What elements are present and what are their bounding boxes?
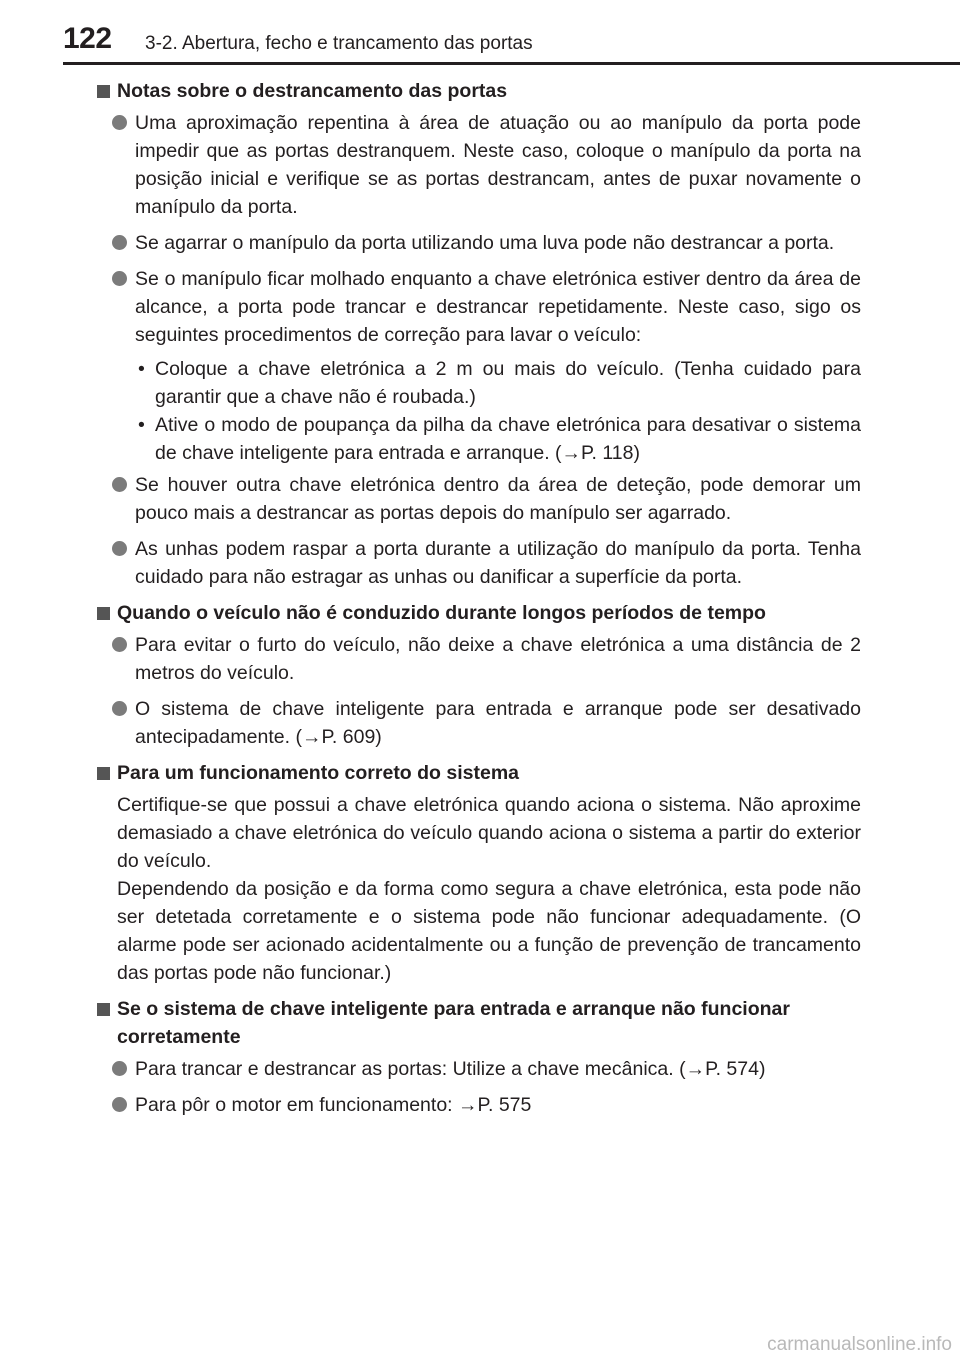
circle-bullet-icon (112, 637, 127, 652)
list-item-text: Para trancar e destrancar as portas: Utilize a chave mecânica. (→P. 574) (135, 1058, 766, 1080)
square-bullet-icon (97, 1003, 110, 1016)
section-long-periods (97, 599, 861, 751)
list-item-text: As unhas podem raspar a porta durante a utilização do manípulo da porta. Tenha cuidado para não estragar as unhas ou danificar a superfície da porta. (135, 538, 861, 588)
list-item (97, 1055, 861, 1083)
list-item-text: Se o manípulo ficar molhado enquanto a chave eletrónica estiver dentro da área de alcance, a porta pode trancar e destrancar repetidamente. Neste caso, sigo os seguintes procedimentos de correção para lavar o veículo: (135, 268, 861, 346)
list-item (97, 229, 861, 257)
section-heading (97, 995, 861, 1051)
sub-list-item (97, 411, 861, 467)
list-item-text: Para evitar o furto do veículo, não deixe a chave eletrónica a uma distância de 2 metros do veículo. (135, 634, 861, 684)
small-dot-icon: • (138, 358, 145, 380)
circle-bullet-icon (112, 477, 127, 492)
sub-list-item-text: Ative o modo de poupança da pilha da chave eletrónica para desativar o sistema de chave inteligente para entrada e arranque. (→P. 118) (155, 414, 861, 464)
section-heading (97, 77, 861, 105)
list-item (97, 631, 861, 687)
list-item (97, 265, 861, 349)
small-dot-icon: • (138, 414, 145, 436)
bullet-list (97, 471, 861, 591)
list-item-text: O sistema de chave inteligente para entrada e arranque pode ser desativado antecipadamente. (→P. 609) (135, 698, 861, 748)
list-item (97, 695, 861, 751)
page-content (97, 77, 861, 1127)
circle-bullet-icon (112, 235, 127, 250)
sub-list-item-text: Coloque a chave eletrónica a 2 m ou mais do veículo. (Tenha cuidado para garantir que a chave não é roubada.) (155, 358, 861, 408)
circle-bullet-icon (112, 1061, 127, 1076)
page-header (63, 22, 960, 62)
circle-bullet-icon (112, 541, 127, 556)
section-paragraph: Certifique-se que possui a chave eletrónica quando aciona o sistema. Não aproxime demasiado a chave eletrónica do veículo quando aciona o sistema a partir do exterior do veículo. Dependendo da posição e da forma como segura a chave eletrónica, esta pode não ser detetada corretamente e o sistema pode não funcionar adequadamente. (O alarme pode ser acionado acidentalmente ou a função de prevenção de trancamento das portas pode não funcionar.) (117, 794, 861, 984)
square-bullet-icon (97, 85, 110, 98)
list-item (97, 1091, 861, 1119)
circle-bullet-icon (112, 271, 127, 286)
circle-bullet-icon (112, 115, 127, 130)
bullet-list (97, 631, 861, 751)
list-item-text: Se agarrar o manípulo da porta utilizando uma luva pode não destrancar a porta. (135, 232, 835, 254)
list-item-text: Se houver outra chave eletrónica dentro da área de deteção, pode demorar um pouco mais a destrancar as portas depois do manípulo ser agarrado. (135, 474, 861, 524)
watermark: carmanualsonline.info (767, 1334, 952, 1355)
square-bullet-icon (97, 607, 110, 620)
circle-bullet-icon (112, 1097, 127, 1112)
section-unlocking-notes (97, 77, 861, 591)
sub-list-item (97, 355, 861, 411)
section-malfunction (97, 995, 861, 1119)
page-number: 122 (63, 22, 112, 55)
section-title: Se o sistema de chave inteligente para entrada e arranque não funcionar corretamente (117, 998, 790, 1048)
bullet-list (97, 109, 861, 349)
section-heading (97, 599, 861, 627)
sub-list (97, 355, 861, 467)
chapter-title: 3-2. Abertura, fecho e trancamento das portas (145, 33, 533, 54)
list-item (97, 109, 861, 221)
section-heading (97, 759, 861, 787)
bullet-list (97, 1055, 861, 1119)
square-bullet-icon (97, 767, 110, 780)
list-item-text: Para pôr o motor em funcionamento: →P. 575 (135, 1094, 532, 1116)
list-item-text: Uma aproximação repentina à área de atuação ou ao manípulo da porta pode impedir que as portas destranquem. Neste caso, coloque o manípulo da porta na posição inicial e verifique se as portas destrancam, antes de puxar novamente o manípulo da porta. (135, 112, 861, 218)
circle-bullet-icon (112, 701, 127, 716)
section-title: Notas sobre o destrancamento das portas (117, 80, 508, 102)
header-rule (63, 62, 960, 65)
list-item (97, 471, 861, 527)
section-title: Para um funcionamento correto do sistema (117, 762, 520, 784)
section-correct-operation (97, 759, 861, 987)
section-title: Quando o veículo não é conduzido durante longos períodos de tempo (117, 602, 766, 624)
list-item (97, 535, 861, 591)
